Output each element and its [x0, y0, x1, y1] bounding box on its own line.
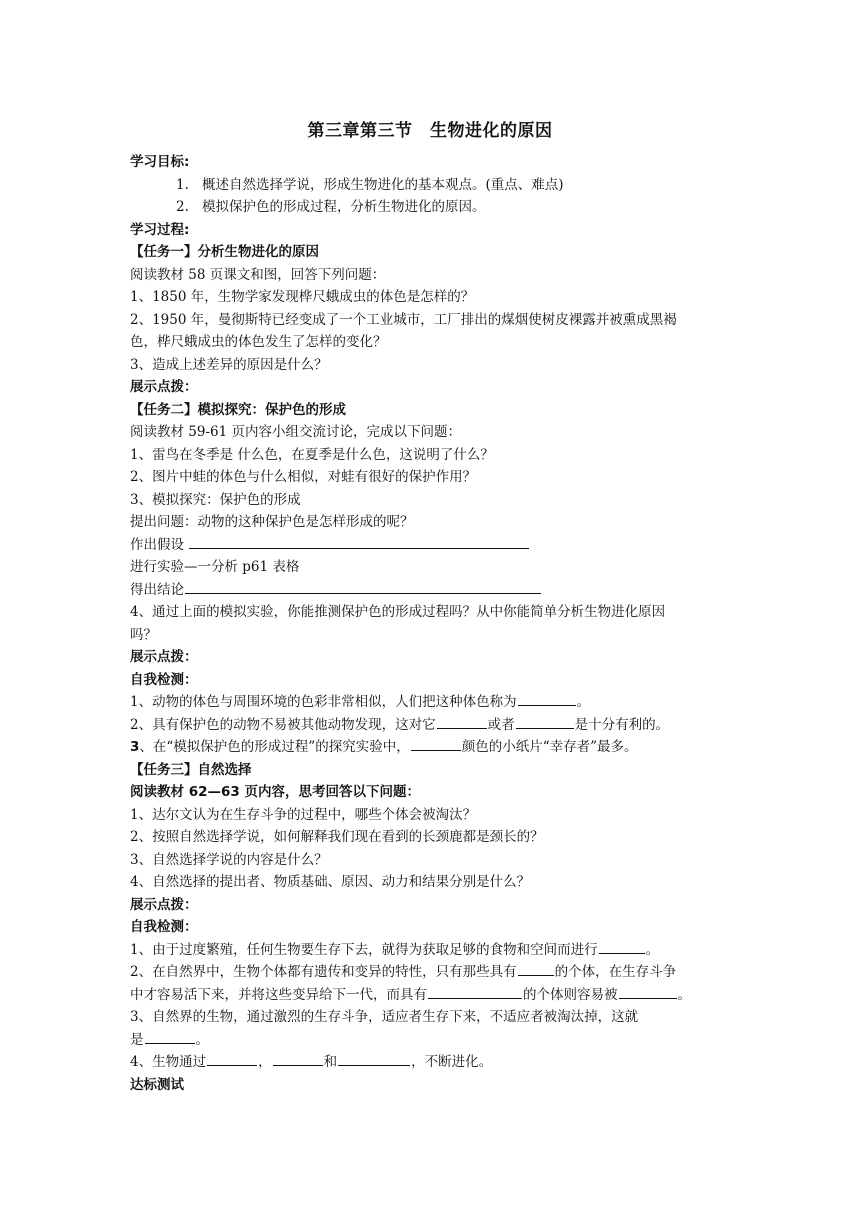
- task3-check-heading: 自我检测：: [130, 919, 198, 935]
- objective-text: 模拟保护色的形成过程，分析生物进化的原因。: [202, 199, 486, 215]
- fill-blank[interactable]: [518, 961, 554, 976]
- check-text: 4、生物通过: [130, 1054, 207, 1070]
- task3-check-item: [130, 1051, 730, 1074]
- task2-question: 2、图片中蛙的体色与什么相似，对蛙有很好的保护作用？: [130, 469, 477, 485]
- task2-question: 3、模拟探究：保护色的形成: [130, 491, 301, 508]
- task2-question-cont: 吗？: [130, 626, 157, 643]
- worksheet-content: [130, 151, 730, 1096]
- task3-question: 2、按照自然选择学说，如何解释我们现在看到的长颈鹿都是颈长的？: [130, 829, 544, 845]
- task2-show-heading: 展示点拨：: [130, 649, 198, 665]
- task3-check-item-cont: [130, 1029, 730, 1052]
- conclusion-blank[interactable]: [185, 579, 541, 594]
- objective-number: 1.: [176, 176, 189, 193]
- check-text: 1、动物的体色与周围环境的色彩非常相似，人们把这种体色称为: [130, 694, 517, 710]
- check-text: 是十分有利的。: [574, 716, 670, 733]
- hypothesis-line: [130, 534, 730, 557]
- check-text: 或者: [487, 716, 515, 733]
- fill-blank[interactable]: [437, 714, 487, 729]
- check-text: 1、由于过度繁殖，任何生物要生存下去，就得为获取足够的食物和空间而进行: [130, 941, 598, 958]
- experiment-line: 进行实验—一分析 p61 表格: [130, 559, 300, 575]
- fill-blank[interactable]: [428, 984, 522, 999]
- check-text: 的个体则容易被: [523, 986, 618, 1003]
- check-text: 。: [645, 941, 660, 958]
- task3-intro: 阅读教材 62—63 页内容，思考回答以下问题：: [130, 784, 420, 800]
- task2-check-item: [130, 691, 730, 714]
- check-number: 3: [130, 739, 140, 755]
- task2-question: 1、雷鸟在冬季是 什么色，在夏季是什么色，这说明了什么？: [130, 446, 494, 463]
- objective-item: [130, 196, 730, 219]
- fill-blank[interactable]: [273, 1051, 323, 1066]
- task2-check-item: [130, 714, 730, 737]
- objectives-heading: 学习目标:: [130, 154, 190, 170]
- task2-check-item: [130, 736, 730, 759]
- task2-intro: 阅读教材 59-61 页内容小组交流讨论，完成以下问题：: [130, 424, 461, 440]
- task1-show-heading: 展示点拨：: [130, 379, 198, 395]
- page-title: 第三章第三节 生物进化的原因: [307, 121, 553, 141]
- fill-blank[interactable]: [518, 691, 576, 706]
- task3-check-item: [130, 961, 730, 984]
- task2-heading: 【任务二】模拟探究：保护色的形成: [130, 401, 346, 418]
- task2-check-heading: 自我检测：: [130, 671, 198, 688]
- objective-item: [130, 174, 730, 197]
- hypothesis-blank[interactable]: [189, 534, 529, 549]
- task1-question: 2、1950 年，曼彻斯特已经变成了一个工业城市，工厂排出的煤烟使树皮裸露并被熏成黑褐: [130, 311, 677, 328]
- check-text: ，不断进化。: [411, 1054, 493, 1070]
- task3-show-heading: 展示点拨：: [130, 896, 198, 913]
- check-text: 2、在自然界中，生物个体都有遗传和变异的特性，只有那些具有: [130, 964, 517, 980]
- fill-blank[interactable]: [516, 714, 574, 729]
- check-text: 中才容易活下来，并将这些变异给下一代，而具有: [130, 986, 427, 1003]
- conclusion-line: [130, 579, 730, 602]
- raise-question: 提出问题：动物的这种保护色是怎样形成的呢？: [130, 514, 414, 530]
- check-text: 是: [130, 1031, 144, 1048]
- task1-intro: 阅读教材 58 页课文和图，回答下列问题：: [130, 266, 386, 283]
- check-text: 的个体，在生存斗争: [554, 964, 677, 980]
- conclusion-label: 得出结论: [130, 581, 184, 598]
- task3-check-item: [130, 939, 730, 962]
- fill-blank[interactable]: [338, 1051, 410, 1066]
- task2-question: 4、通过上面的模拟实验，你能推测保护色的形成过程吗？从中你能简单分析生物进化原因: [130, 604, 666, 620]
- task1-question: 1、1850 年，生物学家发现桦尺蛾成虫的体色是怎样的？: [130, 289, 475, 305]
- fill-blank[interactable]: [619, 984, 677, 999]
- check-text: 2、具有保护色的动物不易被其他动物发现，这对它: [130, 716, 436, 733]
- fill-blank[interactable]: [599, 939, 645, 954]
- check-text: 颜色的小纸片“幸存者”最多。: [461, 739, 638, 755]
- check-text: 。: [677, 986, 691, 1003]
- task3-heading: 【任务三】自然选择: [130, 761, 252, 778]
- task1-question: 3、造成上述差异的原因是什么？: [130, 356, 328, 373]
- task3-check-item-cont: [130, 984, 730, 1007]
- task1-heading: 【任务一】分析生物进化的原因: [130, 244, 319, 260]
- task3-check-item: 3、自然界的生物，通过激烈的生存斗争，适应者生存下来，不适应者被淘汰掉，这就: [130, 1009, 639, 1025]
- task1-question-cont: 色，桦尺蛾成虫的体色发生了怎样的变化？: [130, 334, 387, 350]
- check-text: 。: [195, 1031, 209, 1048]
- check-text: ，: [258, 1054, 272, 1070]
- fill-blank[interactable]: [207, 1051, 257, 1066]
- objective-text: 概述自然选择学说，形成生物进化的基本观点。(重点、难点): [202, 176, 564, 193]
- final-heading: 达标测试: [130, 1076, 184, 1093]
- objective-number: 2.: [176, 199, 189, 215]
- task3-question: 1、达尔文认为在生存斗争的过程中，哪些个体会被淘汰？: [130, 806, 477, 823]
- fill-blank[interactable]: [145, 1029, 195, 1044]
- task3-question: 4、自然选择的提出者、物质基础、原因、动力和结果分别是什么？: [130, 874, 531, 890]
- fill-blank[interactable]: [411, 736, 461, 751]
- process-heading: 学习过程:: [130, 221, 190, 238]
- task3-question: 3、自然选择学说的内容是什么？: [130, 851, 328, 868]
- check-text: 。: [576, 694, 591, 710]
- hypothesis-label: 作出假设: [130, 536, 184, 553]
- check-text: 和: [323, 1054, 338, 1070]
- check-text: 、在“模拟保护色的形成过程”的探究实验中，: [139, 739, 410, 755]
